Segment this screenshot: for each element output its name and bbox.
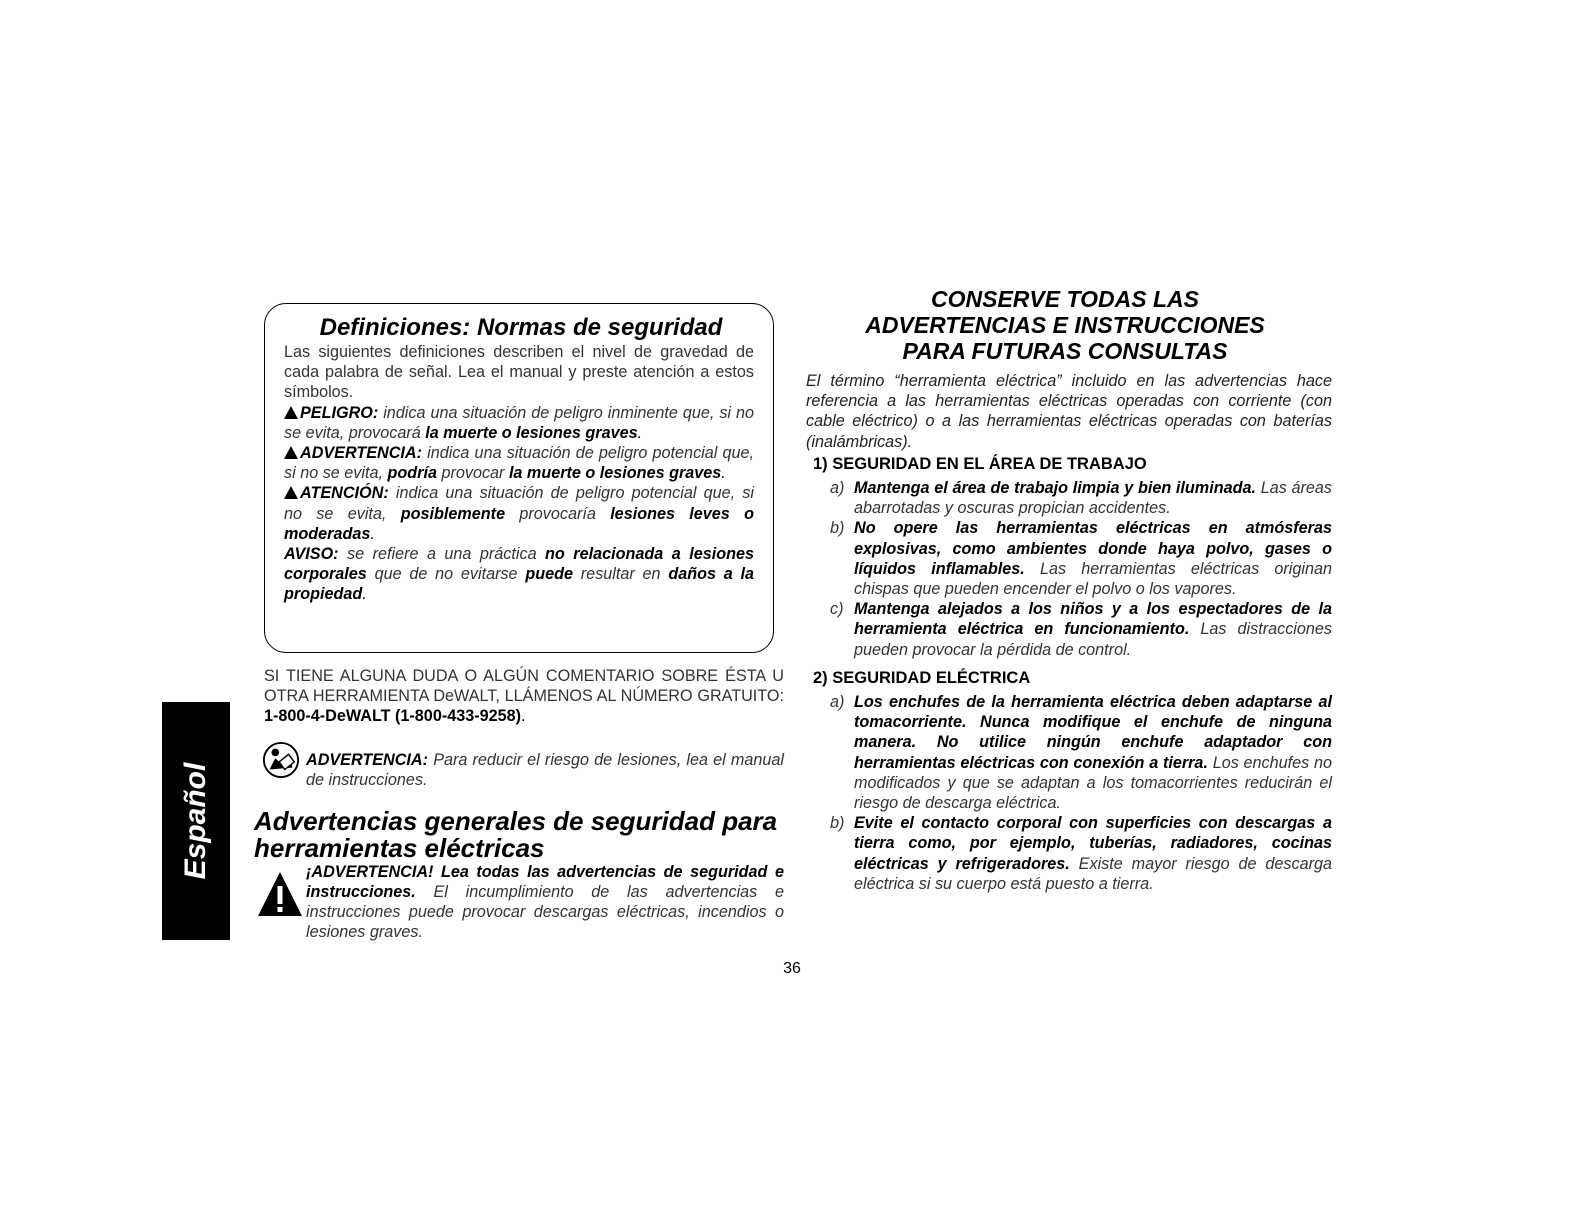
page-number: 36 — [783, 960, 801, 977]
item-bold: Mantenga el área de trabajo limpia y bien iluminada. — [854, 479, 1256, 497]
side-tab-label: Español — [179, 762, 212, 880]
item-label: a) — [830, 479, 845, 497]
warning-triangle-icon — [284, 486, 298, 499]
definition-advertencia — [284, 443, 754, 483]
peligro-bold: la muerte o lesiones graves — [425, 423, 638, 442]
definition-aviso — [284, 544, 754, 605]
item-label: b) — [830, 814, 845, 833]
aviso-bold2: puede — [525, 565, 574, 584]
contact-paragraph — [264, 666, 784, 727]
atencion-bold1: posiblemente — [400, 504, 506, 523]
advertencia-text: indica una situación de peligro potencial que, si no se evita, — [284, 444, 754, 483]
manual-warning-text: Para reducir el riesgo de lesiones, lea el manual de instrucciones. — [306, 751, 785, 789]
aviso-bold3: daños a la propiedad — [284, 565, 755, 604]
peligro-text: indica una situación de peligro inminente que, si no se evita, provocará — [284, 403, 754, 442]
list-item — [830, 599, 1332, 660]
atencion-bold2: lesiones leves o moderadas — [284, 504, 754, 543]
manual-warning-label: ADVERTENCIA: — [306, 751, 429, 769]
item-bold: Evite el contacto corporal con superficies con descargas a tierra como, por ejemplo, tuberías, radiadores, cocinas eléctricas y refrigeradores. — [854, 814, 1332, 873]
aviso-end: . — [362, 585, 367, 604]
item-label: a) — [830, 693, 845, 711]
conserve-line3: PARA FUTURAS CONSULTAS — [902, 338, 1228, 364]
section1-list — [830, 478, 1332, 660]
list-item — [830, 518, 1332, 599]
item-bold: Mantenga alejados a los niños y a los espectadores de la herramienta eléctrica en funcionamiento. — [854, 600, 1332, 639]
aviso-bold1: no relacionada a lesiones corporales — [284, 545, 754, 584]
advertencia-label: ADVERTENCIA: — [300, 444, 423, 463]
section2-heading: 2) SEGURIDAD ELÉCTRICA — [813, 669, 1031, 687]
contact-text: SI TIENE ALGUNA DUDA O ALGÚN COMENTARIO SOBRE ÉSTA U OTRA HERRAMIENTA DeWALT, LLÁMENOS AL NÚMERO GRATUITO: — [264, 667, 784, 706]
language-side-tab — [162, 702, 230, 940]
list-item — [830, 813, 1332, 894]
intro-text: El término “herramienta eléctrica” incluido en las advertencias hace referencia a las herramientas eléctricas operadas con corriente (con cable eléctrico) o a las herramientas eléctricas operadas con baterías (inalámbricas). — [806, 372, 1332, 451]
atencion-text: indica una situación de peligro potencial que, si no se evita, — [284, 484, 754, 523]
list-item — [830, 692, 1332, 813]
list-item — [830, 478, 1332, 518]
contact-phone: 1-800-4-DeWALT (1-800-433-9258) — [264, 707, 522, 726]
aviso-mid1: que de no evitarse — [374, 565, 518, 584]
atencion-mid: provocaría — [519, 504, 596, 523]
contact-end: . — [521, 707, 526, 726]
item-text: Las áreas abarrotadas y oscuras propician accidentes. — [854, 479, 1333, 518]
advertencia-bold2: la muerte o lesiones graves — [508, 464, 722, 483]
manual-warning — [306, 750, 784, 790]
peligro-end: . — [637, 423, 643, 442]
advertencia-bold1: podría — [387, 464, 437, 483]
advertencia-mid: provocar — [441, 464, 505, 483]
aviso-mid2: resultar en — [580, 565, 661, 584]
warning-triangle-icon — [284, 446, 298, 459]
aviso-text: se refiere a una práctica — [347, 545, 537, 564]
atencion-label: ATENCIÓN: — [300, 484, 389, 503]
peligro-label: PELIGRO: — [300, 403, 379, 422]
general-warning-bold: ¡ADVERTENCIA! Lea todas las advertencias de seguridad e instrucciones. — [306, 863, 784, 901]
conserve-heading — [800, 286, 1330, 364]
definitions-title: Definiciones: Normas de seguridad — [319, 314, 723, 341]
definition-atencion — [284, 483, 754, 544]
definition-peligro — [284, 403, 754, 443]
general-safety-title: Advertencias generales de seguridad para herramientas eléctricas — [254, 806, 778, 863]
conserve-line1: CONSERVE TODAS LAS — [931, 286, 1199, 312]
definitions-text — [284, 342, 754, 605]
item-bold: No opere las herramientas eléctricas en atmósferas explosivas, como ambientes donde haya polvo, gases o líquidos inflamables. — [854, 519, 1332, 578]
warning-triangle-icon — [256, 870, 304, 918]
advertencia-end: . — [721, 464, 726, 483]
general-warning-text: El incumplimiento de las advertencias e instrucciones puede provocar descargas eléctricas, incendios o lesiones graves. — [306, 883, 784, 941]
item-bold: Los enchufes de la herramienta eléctrica deben adaptarse al tomacorriente. Nunca modifique el enchufe de ninguna manera. No utilice ningún enchufe adaptador con herramientas eléctricas con conexión a tierra. — [854, 693, 1332, 772]
conserve-line2: ADVERTENCIAS E INSTRUCCIONES — [865, 312, 1265, 338]
item-label: c) — [830, 600, 844, 619]
intro-paragraph — [806, 371, 1332, 452]
general-warning — [306, 862, 784, 942]
item-text: Las distracciones pueden provocar la pérdida de control. — [854, 620, 1332, 659]
section1-heading: 1) SEGURIDAD EN EL ÁREA DE TRABAJO — [813, 455, 1147, 473]
item-label: b) — [830, 519, 845, 538]
read-manual-icon — [262, 741, 300, 779]
item-text: Los enchufes no modificados y que se adaptan a los tomacorrientes reducirán el riesgo de descarga eléctrica. — [854, 753, 1332, 813]
definitions-intro: Las siguientes definiciones describen el nivel de gravedad de cada palabra de señal. Lea el manual y preste atención a estos símbolos. — [284, 343, 754, 402]
item-text: Las herramientas eléctricas originan chispas que pueden encender el polvo o los vapores. — [854, 559, 1332, 599]
atencion-end: . — [370, 524, 375, 543]
section2-list — [830, 692, 1332, 894]
aviso-label: AVISO: — [284, 545, 339, 564]
item-text: Existe mayor riesgo de descarga eléctrica si su cuerpo está puesto a tierra. — [854, 854, 1333, 893]
warning-triangle-icon — [284, 406, 298, 419]
